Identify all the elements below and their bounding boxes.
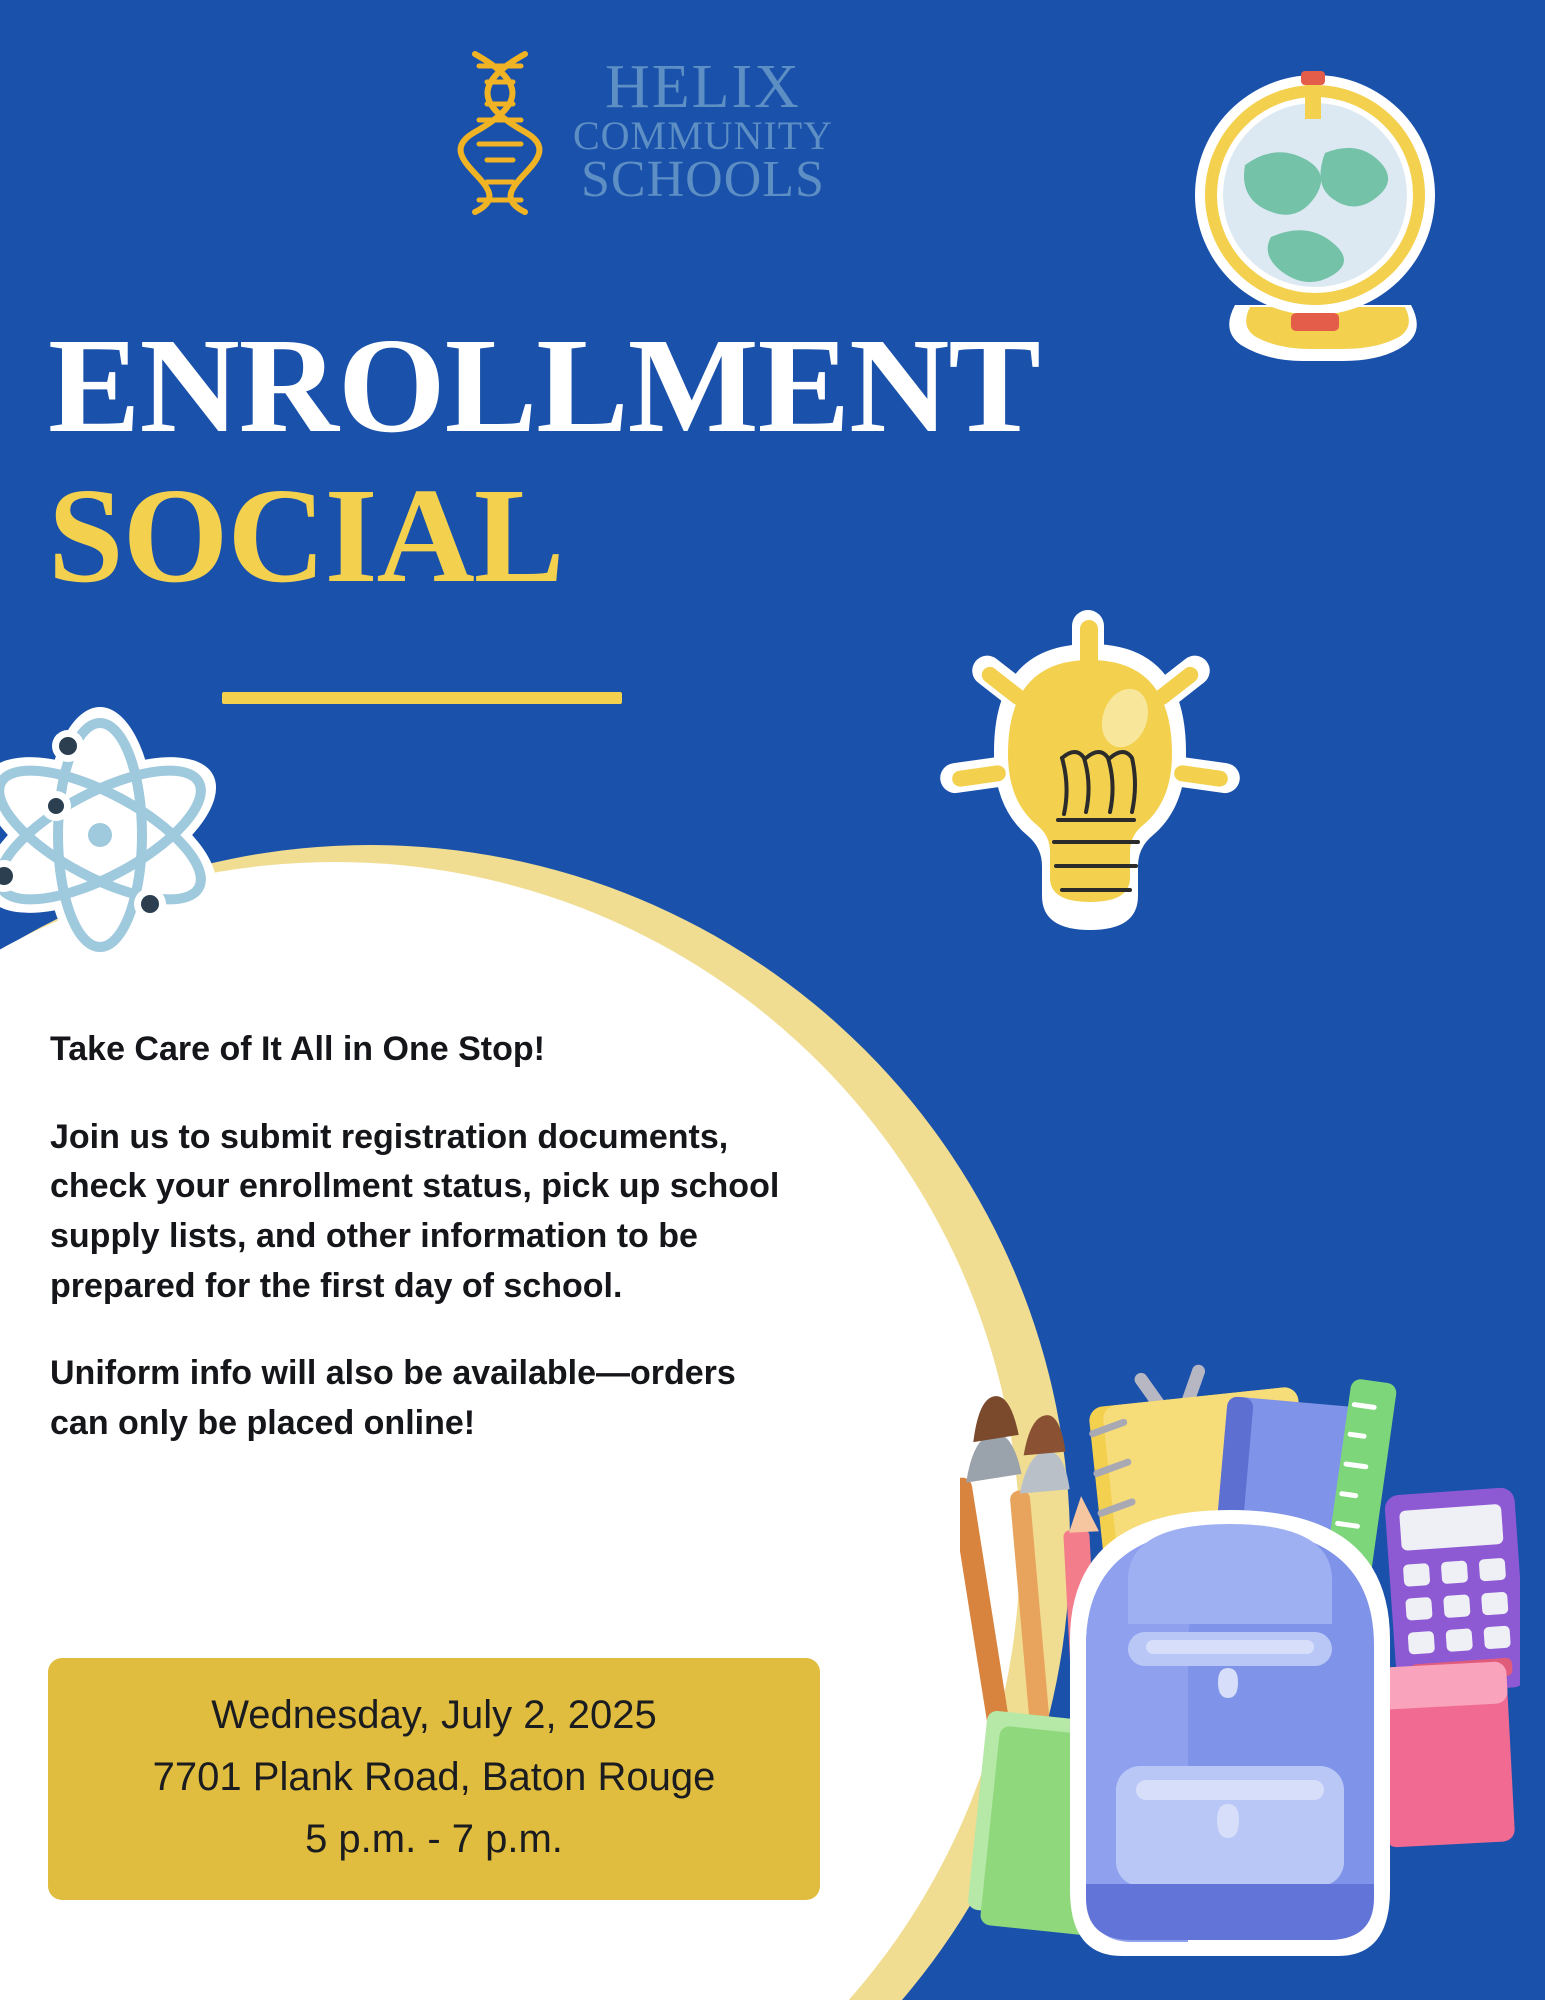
logo-line-community: COMMUNITY bbox=[572, 112, 834, 158]
body-headline: Take Care of It All in One Stop! bbox=[50, 1030, 545, 1068]
logo-line-schools: SCHOOLS bbox=[581, 150, 825, 208]
event-address: 7701 Plank Road, Baton Rouge bbox=[152, 1755, 716, 1799]
body-paragraph-1: Join us to submit registration documents, check your enrollment status, pick up school supply lists, and other information to be prepared for the first day of school. bbox=[50, 1117, 780, 1305]
backpack-sticker bbox=[960, 1280, 1520, 2000]
dna-helix-icon bbox=[455, 48, 545, 216]
event-details-box bbox=[48, 1658, 820, 1900]
lightbulb-sticker bbox=[920, 610, 1260, 1000]
page-title: ENROLLMENT bbox=[48, 311, 1040, 461]
title-divider bbox=[222, 692, 622, 704]
logo-line-helix: HELIX bbox=[605, 53, 801, 121]
body-copy bbox=[50, 1025, 790, 1448]
atom-sticker bbox=[0, 700, 240, 970]
logo-wordmark bbox=[533, 53, 873, 208]
helix-community-schools-logo bbox=[455, 30, 875, 210]
globe-sticker bbox=[1175, 55, 1455, 385]
page-subtitle: SOCIAL bbox=[48, 461, 564, 611]
event-time: 5 p.m. - 7 p.m. bbox=[305, 1817, 563, 1861]
body-paragraph-2: Uniform info will also be available—orders can only be placed online! bbox=[50, 1354, 736, 1442]
event-date: Wednesday, July 2, 2025 bbox=[211, 1693, 657, 1737]
